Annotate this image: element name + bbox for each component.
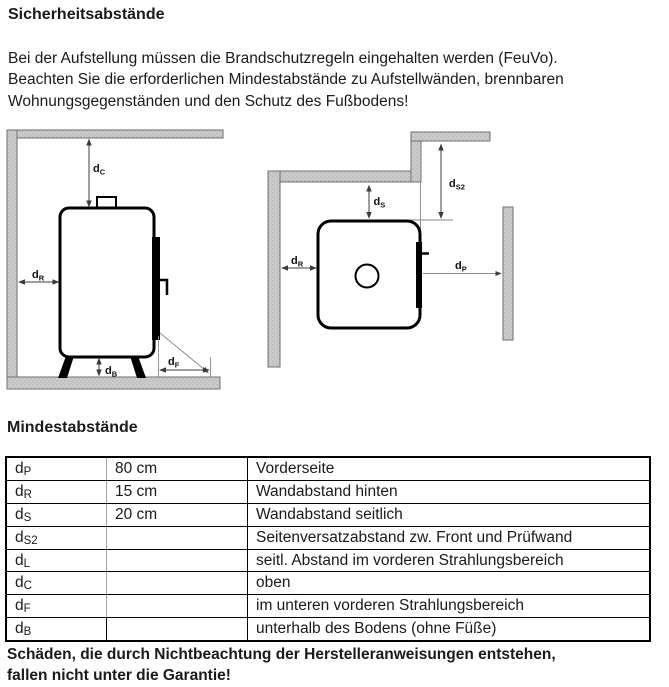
table-row	[6, 595, 650, 618]
value-cell: 80 cm	[107, 457, 248, 480]
top-view-side-wall	[268, 171, 421, 182]
table-row	[6, 480, 650, 503]
symbol-cell: dS	[6, 503, 107, 526]
top-view-test-wall	[503, 207, 513, 340]
ds2-label: $d_{S2}$	[449, 178, 465, 192]
stove-door-side	[152, 237, 160, 340]
symbol-cell: dL	[6, 549, 107, 572]
warning-line: Schäden, die durch Nichtbeachtung der Herstelleranweisungen entstehen,	[7, 646, 556, 663]
dp-label: $d_P$	[455, 260, 467, 274]
table-row	[6, 503, 650, 526]
description-cell: unterhalb des Bodens (ohne Füße)	[248, 618, 651, 641]
stove-body-side	[60, 208, 154, 357]
db-label: $d_B$	[105, 365, 118, 379]
warning-line: fallen nicht unter die Garantie!	[7, 667, 231, 685]
dr-top-label: $d_R$	[291, 255, 304, 269]
intro-paragraph	[8, 48, 564, 112]
side-view-diagram	[7, 130, 223, 389]
value-cell	[107, 549, 248, 572]
stove-leg-left	[58, 356, 74, 378]
stove-leg-right	[130, 356, 146, 378]
intro-line: Wohnungsgegenständen und den Schutz des Fußbodens!	[8, 92, 409, 110]
side-view-rear-wall	[7, 130, 17, 389]
description-cell: Seitenversatzabstand zw. Front und Prüfwand	[248, 526, 651, 549]
symbol-cell: dF	[6, 595, 107, 618]
side-view-ceiling	[7, 130, 223, 138]
table-row	[6, 572, 650, 595]
side-view-floor	[7, 377, 220, 389]
dr-label: $d_R$	[32, 269, 45, 283]
description-cell: oben	[248, 572, 651, 595]
ds-label: $d_S$	[373, 196, 386, 210]
description-cell: seitl. Abstand im vorderen Strahlungsbereich	[248, 549, 651, 572]
description-cell: Wandabstand hinten	[248, 480, 651, 503]
value-cell	[107, 595, 248, 618]
stove-door-top	[416, 242, 422, 308]
value-cell: 20 cm	[107, 503, 248, 526]
df-label: $d_F$	[168, 356, 180, 370]
top-view-rear-wall	[268, 171, 280, 367]
warranty-warning	[7, 644, 556, 687]
stove-door-handle	[159, 280, 167, 295]
value-cell: 15 cm	[107, 480, 248, 503]
top-view-diagram	[268, 132, 513, 367]
top-view-offset-wall	[411, 132, 490, 141]
value-cell	[107, 618, 248, 641]
page-title: Sicherheitsabstände	[8, 6, 165, 23]
symbol-cell: dS2	[6, 526, 107, 549]
table-row	[6, 526, 650, 549]
table-row	[6, 549, 650, 572]
symbol-cell: dB	[6, 618, 107, 641]
description-cell: Wandabstand seitlich	[248, 503, 651, 526]
dc-label: $d_C$	[93, 163, 106, 177]
value-cell	[107, 526, 248, 549]
symbol-cell: dP	[6, 457, 107, 480]
table-row	[6, 457, 650, 480]
clearance-diagram	[0, 128, 669, 390]
description-cell: im unteren vorderen Strahlungsbereich	[248, 595, 651, 618]
description-cell: Vorderseite	[248, 457, 651, 480]
table-row	[6, 618, 650, 641]
min-distances-table	[5, 456, 651, 642]
symbol-cell: dC	[6, 572, 107, 595]
intro-line: Bei der Aufstellung müssen die Brandschutzregeln eingehalten werden (FeuVo).	[8, 50, 558, 67]
value-cell	[107, 572, 248, 595]
table-heading: Mindestabstände	[7, 419, 138, 436]
intro-line: Beachten Sie die erforderlichen Mindestabstände zu Aufstellwänden, brennbaren	[8, 71, 564, 89]
symbol-cell: dR	[6, 480, 107, 503]
stove-flue-outlet	[356, 265, 379, 288]
